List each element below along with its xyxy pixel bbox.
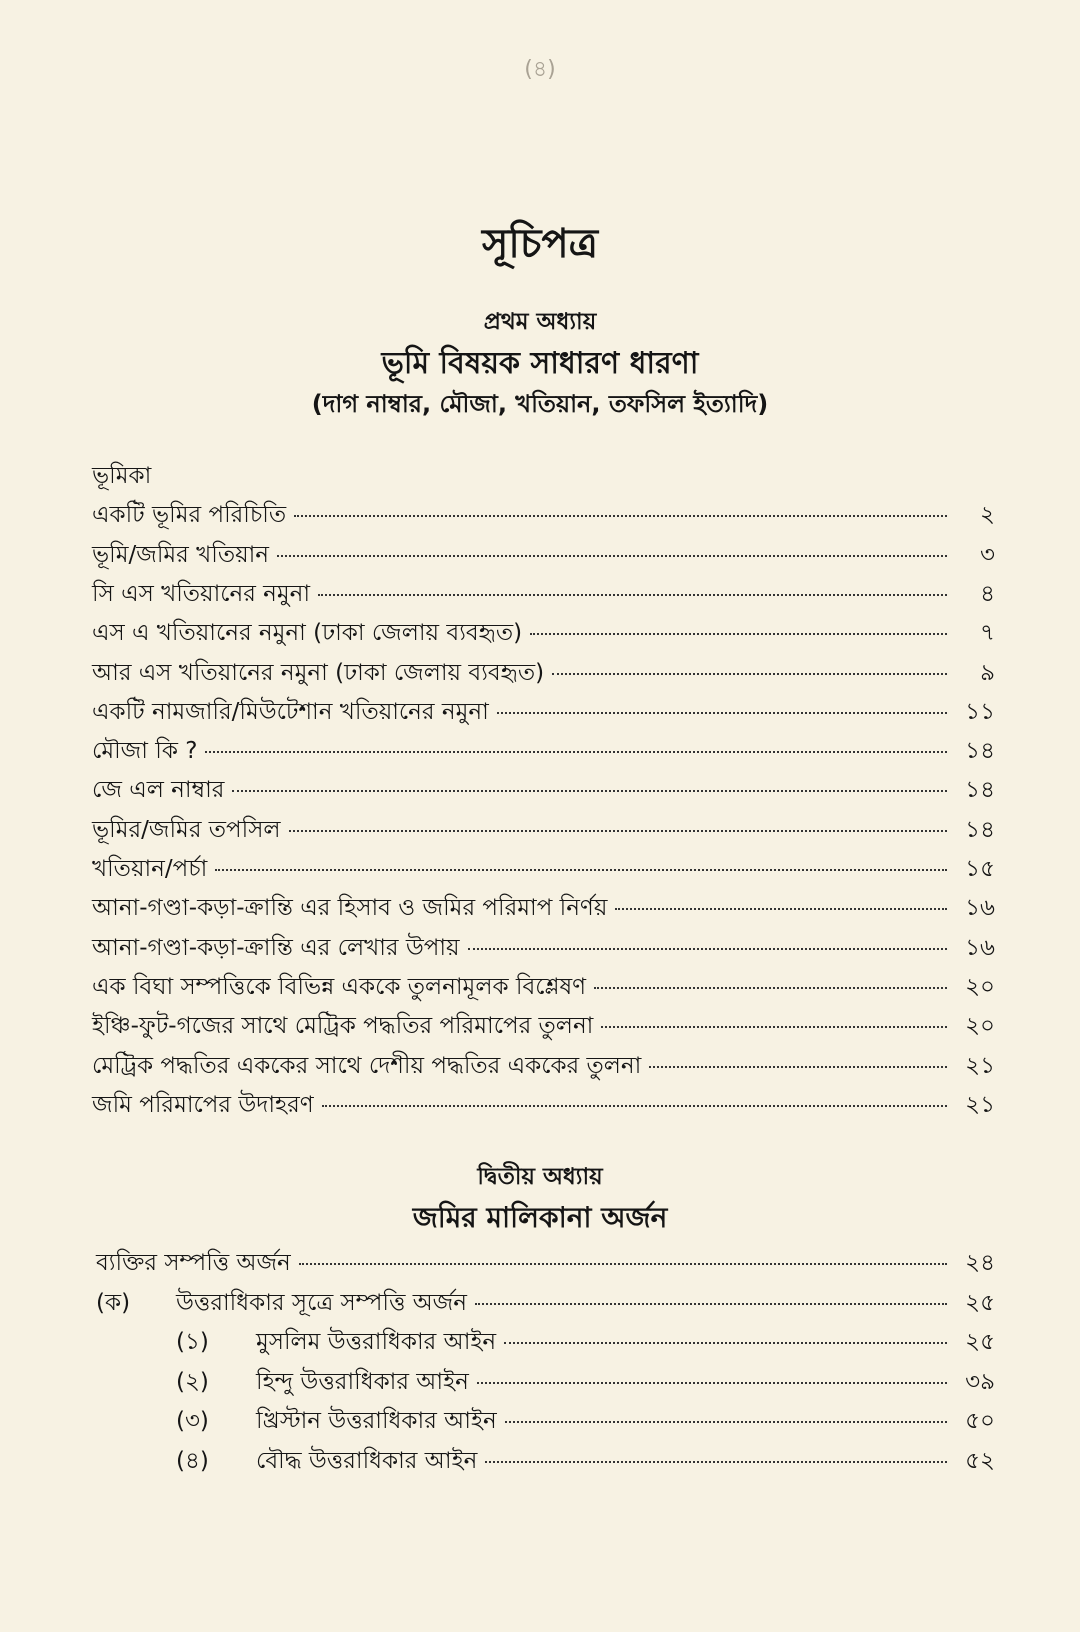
toc-entry[interactable] <box>176 1324 995 1360</box>
dot-leader <box>601 1026 947 1028</box>
toc-entry-title: এক বিঘা সম্পত্তিকে বিভিন্ন এককে তুলনামূলক বিশ্লেষণ <box>92 973 587 1000</box>
dot-leader <box>468 948 947 950</box>
toc-entry[interactable] <box>92 969 995 1005</box>
chapter2-heading: জমির মালিকানা অর্জন <box>412 1201 668 1234</box>
dot-leader <box>530 633 947 635</box>
toc-entry-page: ২৫ <box>965 1329 995 1355</box>
dot-leader <box>552 673 947 675</box>
toc-entry-title: এস এ খতিয়ানের নমুনা (ঢাকা জেলায় ব্যবহৃত) <box>92 620 523 647</box>
toc-entry[interactable] <box>176 1403 995 1439</box>
toc-entry-page: ৯ <box>980 659 995 686</box>
toc-entry-page: ৪ <box>980 580 995 607</box>
chapter1-heading: ভূমি বিষয়ক সাধারণ ধারণা <box>381 346 699 381</box>
toc-entry[interactable] <box>92 1087 995 1123</box>
toc-entry-title: আনা-গণ্ডা-কড়া-ক্রান্তি এর হিসাব ও জমির পরিমাপ নির্ণয় <box>92 895 608 922</box>
toc-entry-title: ভূমির/জমির তপসিল <box>92 816 281 843</box>
toc-entry[interactable] <box>92 458 995 494</box>
toc-entry-page: ২০ <box>965 973 995 1000</box>
toc-entry[interactable] <box>92 537 995 573</box>
toc-entry[interactable] <box>92 890 995 926</box>
toc-entry-page: ১৬ <box>965 934 995 961</box>
toc-entry-title: একটি ভূমির পরিচিতি <box>92 502 287 529</box>
toc-entry-title: হিন্দু উত্তরাধিকার আইন <box>256 1368 469 1395</box>
toc-entry-page: ৩ <box>980 541 995 568</box>
toc-entry-page: ২ <box>980 502 995 529</box>
toc-entry-number: (১) <box>176 1329 209 1355</box>
toc-entry[interactable] <box>176 1443 995 1479</box>
toc-entry-title: মুসলিম উত্তরাধিকার আইন <box>256 1329 497 1355</box>
toc-entry-title: খ্রিস্টান উত্তরাধিকার আইন <box>256 1408 497 1434</box>
toc-entry-page: ২৪ <box>965 1250 995 1276</box>
dot-leader <box>299 1263 947 1265</box>
dot-leader <box>322 1105 947 1107</box>
toc-entry[interactable] <box>92 497 995 533</box>
chapter1-subheading: (দাগ নাম্বার, মৌজা, খতিয়ান, তফসিল ইত্যাদি) <box>311 390 769 418</box>
dot-leader <box>475 1303 947 1305</box>
chapter1-label: প্রথম অধ্যায় <box>483 309 597 335</box>
toc-entry-page: ৩৯ <box>965 1368 995 1395</box>
toc-entry-page: ৫০ <box>965 1408 995 1434</box>
toc-entry-title: মৌজা কি ? <box>92 738 198 765</box>
toc-entry-title: সি এস খতিয়ানের নমুনা <box>92 580 311 607</box>
toc-entry-title: একটি নামজারি/মিউটেশান খতিয়ানের নমুনা <box>92 698 489 725</box>
toc-entry-page: ৭ <box>980 620 995 647</box>
toc-entry-page: ২৫ <box>965 1289 995 1316</box>
toc-entry[interactable] <box>96 1285 995 1321</box>
toc-entry-title: জমি পরিমাপের উদাহরণ <box>92 1091 314 1118</box>
toc-entry-title: বৌদ্ধ উত্তরাধিকার আইন <box>256 1447 478 1474</box>
toc-entry-number: (৪) <box>176 1447 209 1474</box>
toc-entry[interactable] <box>92 772 995 808</box>
toc-entry-title: খতিয়ান/পর্চা <box>92 856 208 882</box>
toc-entry-page: ১৫ <box>965 856 995 882</box>
dot-leader <box>205 751 947 753</box>
toc-entry-title: মেট্রিক পদ্ধতির এককের সাথে দেশীয় পদ্ধতির এককের তুলনা <box>92 1052 642 1079</box>
toc-entry-title: জে এল নাম্বার <box>92 777 225 804</box>
toc-entry-page: ২০ <box>965 1013 995 1040</box>
toc-entry-page: ১৪ <box>965 816 995 843</box>
dot-leader <box>477 1382 947 1384</box>
toc-entry[interactable] <box>92 576 995 612</box>
toc-entry[interactable] <box>92 655 995 691</box>
toc-entry-page: ১৪ <box>965 738 995 765</box>
toc-entry[interactable] <box>92 851 995 887</box>
page-number: (৪) <box>524 57 556 82</box>
chapter2-label: দ্বিতীয় অধ্যায় <box>477 1164 603 1190</box>
dot-leader <box>277 555 947 557</box>
dot-leader <box>594 987 947 989</box>
toc-entry[interactable] <box>92 930 995 966</box>
toc-entry-page: ১১ <box>965 698 995 725</box>
toc-entry[interactable] <box>176 1364 995 1400</box>
toc-entry-title: আর এস খতিয়ানের নমুনা (ঢাকা জেলায় ব্যবহৃত) <box>92 659 545 686</box>
toc-entry-page: ২১ <box>965 1091 995 1118</box>
dot-leader <box>318 594 947 596</box>
dot-leader <box>294 515 947 517</box>
toc-entry[interactable] <box>92 615 995 651</box>
toc-entry-page: ২১ <box>965 1052 995 1079</box>
dot-leader <box>232 790 947 792</box>
toc-entry-title: ভূমি/জমির খতিয়ান <box>92 541 270 568</box>
dot-leader <box>504 1342 947 1344</box>
page-title: সূচিপত্র <box>482 221 598 267</box>
toc-entry-page: ৫২ <box>965 1447 995 1474</box>
toc-entry[interactable] <box>92 1048 995 1084</box>
toc-entry[interactable] <box>92 694 995 730</box>
toc-entry-title: আনা-গণ্ডা-কড়া-ক্রান্তি এর লেখার উপায় <box>92 934 460 961</box>
toc-entry-number: (২) <box>176 1368 209 1395</box>
toc-entry-page: ১৪ <box>965 777 995 804</box>
toc-entry-number: (৩) <box>176 1408 209 1434</box>
dot-leader <box>215 869 947 871</box>
dot-leader <box>289 830 947 832</box>
dot-leader <box>505 1421 947 1423</box>
toc-entry-title: ইঞ্চি-ফুট-গজের সাথে মেট্রিক পদ্ধতির পরিমাপের তুলনা <box>92 1013 594 1040</box>
toc-entry-number: (ক) <box>96 1289 131 1316</box>
toc-entry-title: উত্তরাধিকার সূত্রে সম্পত্তি অর্জন <box>176 1289 467 1316</box>
dot-leader <box>615 908 947 910</box>
toc-entry[interactable] <box>96 1245 995 1281</box>
dot-leader <box>497 712 947 714</box>
toc-entry[interactable] <box>92 1008 995 1044</box>
dot-leader <box>485 1461 947 1463</box>
toc-entry-title: ভূমিকা <box>92 463 152 489</box>
dot-leader <box>649 1066 947 1068</box>
toc-entry-title: ব্যক্তির সম্পত্তি অর্জন <box>96 1250 291 1276</box>
toc-entry-page: ১৬ <box>965 895 995 922</box>
toc-entry[interactable] <box>92 812 995 848</box>
toc-entry[interactable] <box>92 733 995 769</box>
